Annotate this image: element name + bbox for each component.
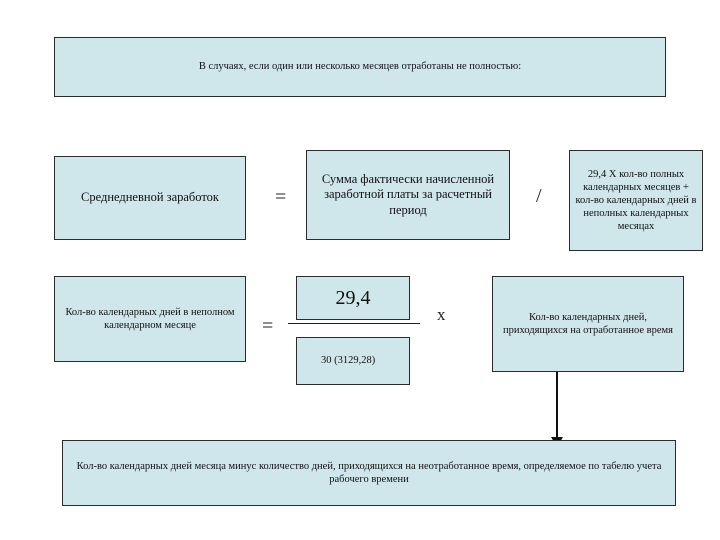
equals-sign-1: = xyxy=(275,186,287,208)
denominator-box xyxy=(296,337,410,385)
avg-daily-earnings-box xyxy=(54,156,246,240)
divisor-box xyxy=(569,150,703,251)
equals-sign-2: = xyxy=(262,315,274,337)
salary-sum-label: Сумма фактически начисленной заработной платы за расчетный период xyxy=(321,171,495,217)
fraction-line xyxy=(288,323,420,324)
header-box xyxy=(54,37,666,97)
divide-sign: / xyxy=(536,185,542,207)
salary-sum-box xyxy=(306,150,510,240)
worked-days-label: Кол-во календарных дней, приходящихся на отработанное время xyxy=(503,311,673,336)
calendar-days-box xyxy=(54,276,246,362)
avg-daily-earnings-label: Среднедневной заработок xyxy=(80,190,219,205)
footer-text: Кол-во календарных дней месяца минус количество дней, приходящихся на неотработанное время, определяемое по табелю учета рабочего времени xyxy=(76,460,662,485)
divisor-label: 29,4 Х кол-во полных календарных месяцев + кол-во календарных дней в неполных календарных месяцах xyxy=(575,168,697,233)
footer-box xyxy=(62,440,676,506)
arrow-shaft xyxy=(556,372,558,439)
numerator-box xyxy=(296,276,410,320)
denominator-value: 30 (3129,28) xyxy=(321,355,376,367)
numerator-value: 29,4 xyxy=(335,286,371,309)
calendar-days-label: Кол-во календарных дней в неполном календарном месяце xyxy=(65,306,235,331)
multiply-sign: x xyxy=(437,305,446,324)
worked-days-box xyxy=(492,276,684,372)
header-text: В случаях, если один или несколько месяцев отработаны не полностью: xyxy=(198,61,522,73)
